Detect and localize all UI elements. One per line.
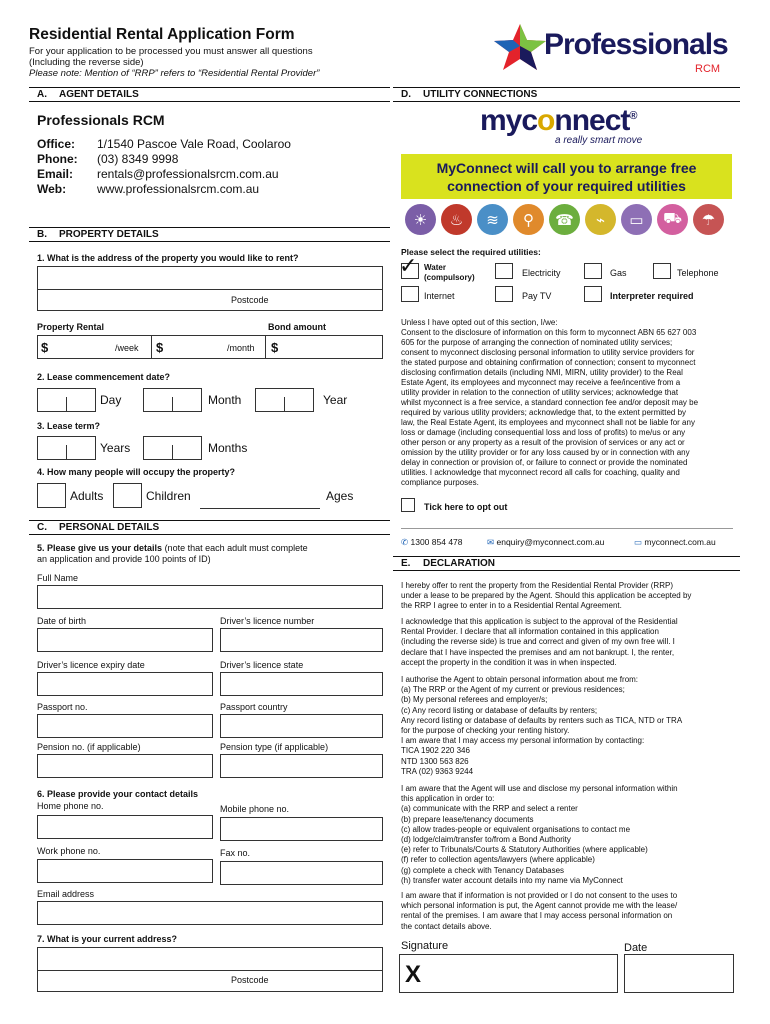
pension-type-field[interactable] xyxy=(220,754,383,778)
internet-checkbox[interactable] xyxy=(401,286,419,302)
q2-label: 2. Lease commencement date? xyxy=(37,372,171,382)
myconnect-logo: myconnect® xyxy=(480,104,637,137)
star-logo-icon xyxy=(490,22,550,74)
children-field[interactable] xyxy=(113,483,142,508)
flame-icon: ♨ xyxy=(441,204,472,235)
select-utilities-label: Please select the required utilities: xyxy=(401,247,541,257)
checkmark-icon: ✓ xyxy=(399,253,418,278)
router-icon: ⌁ xyxy=(585,204,616,235)
section-a-header: A. AGENT DETAILS xyxy=(29,87,390,102)
signature-x-mark: X xyxy=(405,961,422,988)
declaration-para-1: I hereby offer to rent the property from the Residential Rental Provider (RRP) under a lease to be prepared by the Agent. Should this application be accepted by the RRP I agree to enter in to a Residential Rental Agreement. xyxy=(401,581,692,611)
agency-name: Professionals RCM xyxy=(37,112,165,128)
brand-name: Professionals xyxy=(544,28,728,61)
licence-state-field[interactable] xyxy=(220,672,383,696)
laptop-icon: ▭ xyxy=(634,537,643,547)
year-field[interactable] xyxy=(255,388,314,412)
myconnect-banner: MyConnect will call you to arrange free connection of your required utilities xyxy=(401,154,732,199)
years-field[interactable] xyxy=(37,436,96,460)
dob-field[interactable] xyxy=(37,628,213,652)
date-field[interactable] xyxy=(624,954,734,993)
gas-checkbox[interactable] xyxy=(584,263,602,279)
ages-field[interactable] xyxy=(200,508,320,509)
passport-number-field[interactable] xyxy=(37,714,213,738)
rental-label: Property Rental xyxy=(37,322,105,332)
postcode-label: Postcode xyxy=(231,295,269,305)
truck-icon: ⛟ xyxy=(657,204,688,235)
phone-small-icon: ✆ xyxy=(401,537,409,547)
signature-label: Signature xyxy=(401,940,449,952)
email-field[interactable] xyxy=(37,901,383,925)
form-instructions: For your application to be processed you must answer all questions (Including the reverse side) Please note: Mention of “RRP” refers to “Residential Rental Provider” xyxy=(29,46,320,79)
q4-label: 4. How many people will occupy the property? xyxy=(37,467,236,477)
declaration-para-4: I am aware that the Agent will use and disclose my personal information within this application in order to: (a) communicate with the RRP and select a renter (b) prepare lease/tenancy documents (c) allow trades-people or equivalent organisations to contact me (d) lodge/claim/transfer to/from a Bond Authority (e) refer to Tribunals/Courts & Statutory Authorities (where applicable) (f) refer to collection agents/lawyers (where applicable) (g) complete a check with Tenancy Databases (h) transfer water account details into my name via MyConnect xyxy=(401,784,678,885)
q6-label: 6. Please provide your contact details xyxy=(37,789,199,799)
myconnect-contact-row: ✆ 1300 854 478 xyxy=(401,537,463,547)
form-title: Residential Rental Application Form xyxy=(29,26,295,43)
q5-label: 5. Please give us your details (note that each adult must complete an application and provide 100 points of ID) xyxy=(37,543,308,564)
declaration-para-3: I authorise the Agent to obtain personal information about me from: (a) The RRP or the Agent of my current or previous residences; (b) My personal referees and employer/s; (c) Any record listing or database of defaults by renters; Any record listing or database of defaults by renters such as TICA, NTD or TRA for the purpose of checking your renting history. I am aware that I may access my personal information by contacting: TICA 1902 220 346 NTD 1300 563 826 TRA (02) 9363 9244 xyxy=(401,675,683,776)
mobile-phone-field[interactable] xyxy=(220,817,383,841)
licence-expiry-field[interactable] xyxy=(37,672,213,696)
professionals-logo xyxy=(490,22,740,82)
q1-label: 1. What is the address of the property you would like to rent? xyxy=(37,253,299,263)
work-phone-field[interactable] xyxy=(37,859,213,883)
envelope-icon: ✉ xyxy=(487,537,495,547)
pension-number-field[interactable] xyxy=(37,754,213,778)
adults-field[interactable] xyxy=(37,483,66,508)
home-phone-field[interactable] xyxy=(37,815,213,839)
optout-checkbox[interactable] xyxy=(401,498,415,512)
day-field[interactable] xyxy=(37,388,96,412)
section-c-header: C. PERSONAL DETAILS xyxy=(29,520,390,535)
agent-details: Office: 1/1540 Pascoe Vale Road, Coolaroo Phone: (03) 8349 9998 Email: rentals@professionalsrcm.com.au Web: www.professionalsrcm.com.au xyxy=(37,137,291,196)
q3-label: 3. Lease term? xyxy=(37,421,101,431)
electricity-checkbox[interactable] xyxy=(495,263,513,279)
months-field[interactable] xyxy=(143,436,202,460)
current-postcode-label: Postcode xyxy=(231,975,269,985)
declaration-para-2: I acknowledge that this application is subject to the approval of the Residential Rental Provider. I declare that all information contained in this application (including the reverse side) is true and correct and given of my own free will. I declare that I have inspected the premises and am not bankrupt. I, the renter, accept the property in the condition it was in when inspected. xyxy=(401,617,678,667)
signature-field[interactable] xyxy=(399,954,618,993)
rental-bond-field[interactable] xyxy=(37,335,383,359)
optout-heading: Unless I have opted out of this section, I/we: xyxy=(401,318,558,327)
month-field[interactable] xyxy=(143,388,202,412)
full-name-field[interactable] xyxy=(37,585,383,609)
declaration-para-5: I am aware that if information is not provided or I do not consent to the uses to which personal information is put, the Agent cannot provide me with the lease/ rental of the premises. I am aware that I may access personal information on the contact details above. xyxy=(401,891,678,931)
shower-icon: ⚲ xyxy=(513,204,544,235)
bulb-icon: ☀ xyxy=(405,204,436,235)
phone-icon: ☎ xyxy=(549,204,580,235)
section-d-header: D. UTILITY CONNECTIONS xyxy=(393,87,740,102)
myconnect-tagline: a really smart move xyxy=(555,135,643,146)
section-e-header: E. DECLARATION xyxy=(393,556,740,571)
tv-icon: ▭ xyxy=(621,204,652,235)
consent-text: Consent to the disclosure of information on this form to myconnect ABN 65 627 003 605 for the purpose of arranging the connection of nominated utility services; consent to myconnect disclosing personal information to utility service providers for the stated purpose and obtaining confirmation of connection; consent to myconnect disclosing confirmation details (including NMI, MIRN, utility provider) to the Real Estate Agent, its employees and myconnect may receive a fee/incentive from a utility provider in relation to the connection of utility services; acknowledge that whilst myconnect is a free service, a standard connection fee and/or deposit may be required by various utility providers; acknowledge that, to the extent permitted by law, the Real Estate Agent, its employees and myconnect shall not be liable for any loss or damage (including consequential loss and loss of profits) to me/us or any other person or any property as a result of the provision of services or any act or omission by the utility provider or for any loss caused by or in connection with any delay in connection or provision of, or failure to connect or provide the nominated utilities. I acknowledge that myconnect record all calls for coaching, quality and compliance purposes. xyxy=(401,328,699,487)
paytv-checkbox[interactable] xyxy=(495,286,513,302)
passport-country-field[interactable] xyxy=(220,714,383,738)
q7-label: 7. What is your current address? xyxy=(37,934,178,944)
water-icon: ≋ xyxy=(477,204,508,235)
section-b-header: B. PROPERTY DETAILS xyxy=(29,227,390,242)
umbrella-icon: ☂ xyxy=(693,204,724,235)
brand-sub: RCM xyxy=(695,63,721,75)
fax-field[interactable] xyxy=(220,861,383,885)
bond-label: Bond amount xyxy=(268,322,326,332)
utility-icons-row xyxy=(405,204,724,235)
date-label: Date xyxy=(624,942,648,954)
interpreter-checkbox[interactable] xyxy=(584,286,602,302)
licence-number-field[interactable] xyxy=(220,628,383,652)
telephone-checkbox[interactable] xyxy=(653,263,671,279)
optout-label: Tick here to opt out xyxy=(424,502,508,512)
